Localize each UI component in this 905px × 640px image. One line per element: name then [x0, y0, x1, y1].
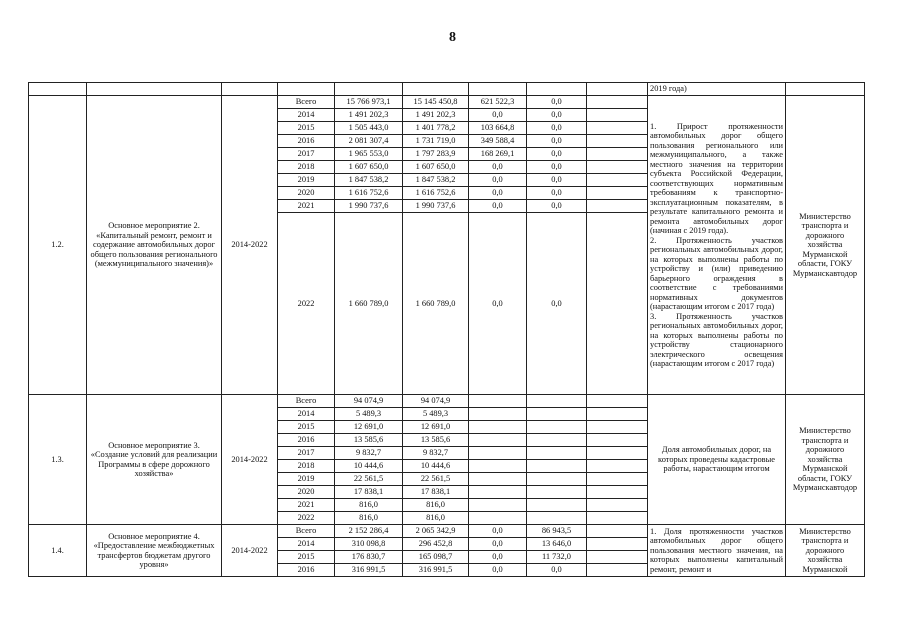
indicator-item: 2. Протяженность участков региональных автомобильных дорог, на которых выполнены работы по устройству и (или) приведению барьерного ограждения в соответствие с требованиями нормативных документов (нарастающим итогом с 2017 года): [650, 235, 783, 311]
local-budget-cell: 0,0: [527, 174, 587, 187]
year-cell: 2016: [278, 135, 335, 148]
year-cell: 2021: [278, 200, 335, 213]
other-cell: [587, 434, 648, 447]
indicator-item: 3. Протяженность участков региональных автомобильных дорог, на которых выполнены работы по устройству стационарного электрического освещения (нарастающим итогом с 2017 года): [650, 311, 783, 368]
year-cell: 2016: [278, 434, 335, 447]
federal-budget-cell: [469, 460, 527, 473]
federal-budget-cell: 0,0: [469, 109, 527, 122]
federal-budget-cell: [469, 408, 527, 421]
table-row: [29, 96, 865, 109]
federal-budget-cell: 621 522,3: [469, 96, 527, 109]
year-cell: 2021: [278, 499, 335, 512]
empty-cell: [527, 83, 587, 96]
other-cell: [587, 538, 648, 551]
other-cell: [587, 499, 648, 512]
total-cell: 1 491 202,3: [335, 109, 403, 122]
local-budget-cell: [527, 499, 587, 512]
federal-budget-cell: [469, 447, 527, 460]
other-cell: [587, 135, 648, 148]
local-budget-cell: [527, 460, 587, 473]
regional-budget-cell: 296 452,8: [403, 538, 469, 551]
empty-cell: [278, 83, 335, 96]
total-cell: 1 990 737,6: [335, 200, 403, 213]
local-budget-cell: [527, 486, 587, 499]
federal-budget-cell: 0,0: [469, 174, 527, 187]
year-cell: 2022: [278, 512, 335, 525]
other-cell: [587, 447, 648, 460]
other-cell: [587, 564, 648, 577]
indicator-cell: [648, 96, 786, 395]
regional-budget-cell: 1 990 737,6: [403, 200, 469, 213]
year-cell: Всего: [278, 525, 335, 538]
total-cell: 1 660 789,0: [335, 213, 403, 395]
total-cell: 5 489,3: [335, 408, 403, 421]
local-budget-cell: 0,0: [527, 96, 587, 109]
table-row: [29, 525, 865, 538]
other-cell: [587, 148, 648, 161]
local-budget-cell: [527, 434, 587, 447]
local-budget-cell: 0,0: [527, 564, 587, 577]
local-budget-cell: 0,0: [527, 122, 587, 135]
empty-cell: [587, 83, 648, 96]
regional-budget-cell: 1 731 719,0: [403, 135, 469, 148]
other-cell: [587, 460, 648, 473]
total-cell: 310 098,8: [335, 538, 403, 551]
federal-budget-cell: [469, 512, 527, 525]
regional-budget-cell: 2 065 342,9: [403, 525, 469, 538]
total-cell: 17 838,1: [335, 486, 403, 499]
regional-budget-cell: 1 491 202,3: [403, 109, 469, 122]
total-cell: 316 991,5: [335, 564, 403, 577]
indicator-cell: 1. Доля протяженности участков автомобильных дорог общего пользования местного значения, на которых выполнены капитальный ремонт, ремонт и: [648, 525, 786, 577]
federal-budget-cell: 0,0: [469, 538, 527, 551]
period: 2014-2022: [222, 96, 278, 395]
local-budget-cell: 0,0: [527, 148, 587, 161]
total-cell: 1 607 650,0: [335, 161, 403, 174]
empty-cell: [87, 83, 222, 96]
empty-cell: [469, 83, 527, 96]
total-cell: 1 965 553,0: [335, 148, 403, 161]
other-cell: [587, 395, 648, 408]
regional-budget-cell: 10 444,6: [403, 460, 469, 473]
federal-budget-cell: 0,0: [469, 525, 527, 538]
total-cell: 10 444,6: [335, 460, 403, 473]
empty-cell: [786, 83, 865, 96]
year-cell: 2018: [278, 161, 335, 174]
regional-budget-cell: 12 691,0: [403, 421, 469, 434]
year-cell: 2016: [278, 564, 335, 577]
regional-budget-cell: 1 797 283,9: [403, 148, 469, 161]
local-budget-cell: 86 943,5: [527, 525, 587, 538]
federal-budget-cell: 0,0: [469, 564, 527, 577]
federal-budget-cell: 0,0: [469, 161, 527, 174]
local-budget-cell: 13 646,0: [527, 538, 587, 551]
indicator-cell: Доля автомобильных дорог, на которых проведены кадастровые работы, нарастающим итогом: [648, 395, 786, 525]
other-cell: [587, 122, 648, 135]
federal-budget-cell: 168 269,1: [469, 148, 527, 161]
year-cell: 2020: [278, 187, 335, 200]
federal-budget-cell: 349 588,4: [469, 135, 527, 148]
year-cell: 2014: [278, 408, 335, 421]
empty-cell: [29, 83, 87, 96]
other-cell: [587, 551, 648, 564]
section-number: 1.4.: [29, 525, 87, 577]
local-budget-cell: [527, 395, 587, 408]
regional-budget-cell: 17 838,1: [403, 486, 469, 499]
total-cell: 13 585,6: [335, 434, 403, 447]
year-cell: 2015: [278, 421, 335, 434]
federal-budget-cell: 0,0: [469, 200, 527, 213]
regional-budget-cell: 15 145 450,8: [403, 96, 469, 109]
regional-budget-cell: 5 489,3: [403, 408, 469, 421]
page-number: 8: [449, 30, 456, 45]
federal-budget-cell: [469, 434, 527, 447]
year-cell: 2015: [278, 551, 335, 564]
federal-budget-cell: [469, 499, 527, 512]
measure-name: Основное мероприятие 3. «Создание условий для реализации Программы в сфере дорожного хозяйства»: [87, 395, 222, 525]
year-cell: 2020: [278, 486, 335, 499]
local-budget-cell: [527, 408, 587, 421]
regional-budget-cell: 316 991,5: [403, 564, 469, 577]
measure-name: Основное мероприятие 4. «Предоставление межбюджетных трансфертов бюджетам другого уровня»: [87, 525, 222, 577]
executor: Министерство транспорта и дорожного хозяйства Мурманской области, ГОКУ Мурманскавтодор: [786, 96, 865, 395]
year-cell: 2019: [278, 473, 335, 486]
regional-budget-cell: 22 561,5: [403, 473, 469, 486]
other-cell: [587, 408, 648, 421]
regional-budget-cell: 1 660 789,0: [403, 213, 469, 395]
total-cell: 94 074,9: [335, 395, 403, 408]
table-row-top: [29, 83, 865, 96]
total-cell: 22 561,5: [335, 473, 403, 486]
local-budget-cell: [527, 447, 587, 460]
program-table: [28, 82, 865, 577]
section-number: 1.3.: [29, 395, 87, 525]
local-budget-cell: [527, 512, 587, 525]
local-budget-cell: 0,0: [527, 213, 587, 395]
other-cell: [587, 96, 648, 109]
local-budget-cell: [527, 421, 587, 434]
regional-budget-cell: 1 401 778,2: [403, 122, 469, 135]
other-cell: [587, 421, 648, 434]
federal-budget-cell: [469, 395, 527, 408]
other-cell: [587, 200, 648, 213]
federal-budget-cell: 0,0: [469, 187, 527, 200]
regional-budget-cell: 816,0: [403, 512, 469, 525]
executor: Министерство транспорта и дорожного хозяйства Мурманской: [786, 525, 865, 577]
total-cell: 1 505 443,0: [335, 122, 403, 135]
other-cell: [587, 174, 648, 187]
year-cell: 2014: [278, 109, 335, 122]
year-cell: 2017: [278, 148, 335, 161]
indicator-item: 1. Прирост протяженности автомобильных дорог общего пользования регионального или межмуниципального, а также местного значения на территории субъекта Российской Федерации, соответствующих нормативным требованиям к транспортно-эксплуатационным показателям, в результате капитального ремонта и ремонта автомобильных дорог (начиная с 2019 года).: [650, 121, 783, 235]
empty-cell: [403, 83, 469, 96]
year-cell: 2019: [278, 174, 335, 187]
local-budget-cell: 0,0: [527, 161, 587, 174]
empty-cell: [335, 83, 403, 96]
local-budget-cell: 0,0: [527, 109, 587, 122]
regional-budget-cell: 816,0: [403, 499, 469, 512]
federal-budget-cell: 103 664,8: [469, 122, 527, 135]
year-cell: Всего: [278, 395, 335, 408]
year-cell: 2017: [278, 447, 335, 460]
total-cell: 816,0: [335, 499, 403, 512]
regional-budget-cell: 9 832,7: [403, 447, 469, 460]
indicator-cell: 2019 года): [648, 83, 786, 96]
federal-budget-cell: 0,0: [469, 213, 527, 395]
other-cell: [587, 512, 648, 525]
section-number: 1.2.: [29, 96, 87, 395]
year-cell: Всего: [278, 96, 335, 109]
regional-budget-cell: 1 607 650,0: [403, 161, 469, 174]
empty-cell: [222, 83, 278, 96]
regional-budget-cell: 1 616 752,6: [403, 187, 469, 200]
period: 2014-2022: [222, 395, 278, 525]
local-budget-cell: 0,0: [527, 135, 587, 148]
total-cell: 12 691,0: [335, 421, 403, 434]
total-cell: 15 766 973,1: [335, 96, 403, 109]
period: 2014-2022: [222, 525, 278, 577]
federal-budget-cell: [469, 421, 527, 434]
total-cell: 816,0: [335, 512, 403, 525]
table-row: [29, 395, 865, 408]
local-budget-cell: 0,0: [527, 200, 587, 213]
federal-budget-cell: [469, 473, 527, 486]
year-cell: 2015: [278, 122, 335, 135]
other-cell: [587, 486, 648, 499]
total-cell: 176 830,7: [335, 551, 403, 564]
other-cell: [587, 525, 648, 538]
total-cell: 2 152 286,4: [335, 525, 403, 538]
total-cell: 1 847 538,2: [335, 174, 403, 187]
local-budget-cell: 0,0: [527, 187, 587, 200]
federal-budget-cell: 0,0: [469, 551, 527, 564]
year-cell: 2022: [278, 213, 335, 395]
total-cell: 2 081 307,4: [335, 135, 403, 148]
local-budget-cell: [527, 473, 587, 486]
other-cell: [587, 213, 648, 395]
year-cell: 2018: [278, 460, 335, 473]
regional-budget-cell: 1 847 538,2: [403, 174, 469, 187]
regional-budget-cell: 94 074,9: [403, 395, 469, 408]
other-cell: [587, 161, 648, 174]
total-cell: 9 832,7: [335, 447, 403, 460]
local-budget-cell: 11 732,0: [527, 551, 587, 564]
federal-budget-cell: [469, 486, 527, 499]
measure-name: Основное мероприятие 2. «Капитальный ремонт, ремонт и содержание автомобильных дорог общего пользования регионального (межмуниципального значения)»: [87, 96, 222, 395]
executor: Министерство транспорта и дорожного хозяйства Мурманской области, ГОКУ Мурманскавтодор: [786, 395, 865, 525]
other-cell: [587, 109, 648, 122]
total-cell: 1 616 752,6: [335, 187, 403, 200]
year-cell: 2014: [278, 538, 335, 551]
other-cell: [587, 473, 648, 486]
regional-budget-cell: 165 098,7: [403, 551, 469, 564]
other-cell: [587, 187, 648, 200]
regional-budget-cell: 13 585,6: [403, 434, 469, 447]
